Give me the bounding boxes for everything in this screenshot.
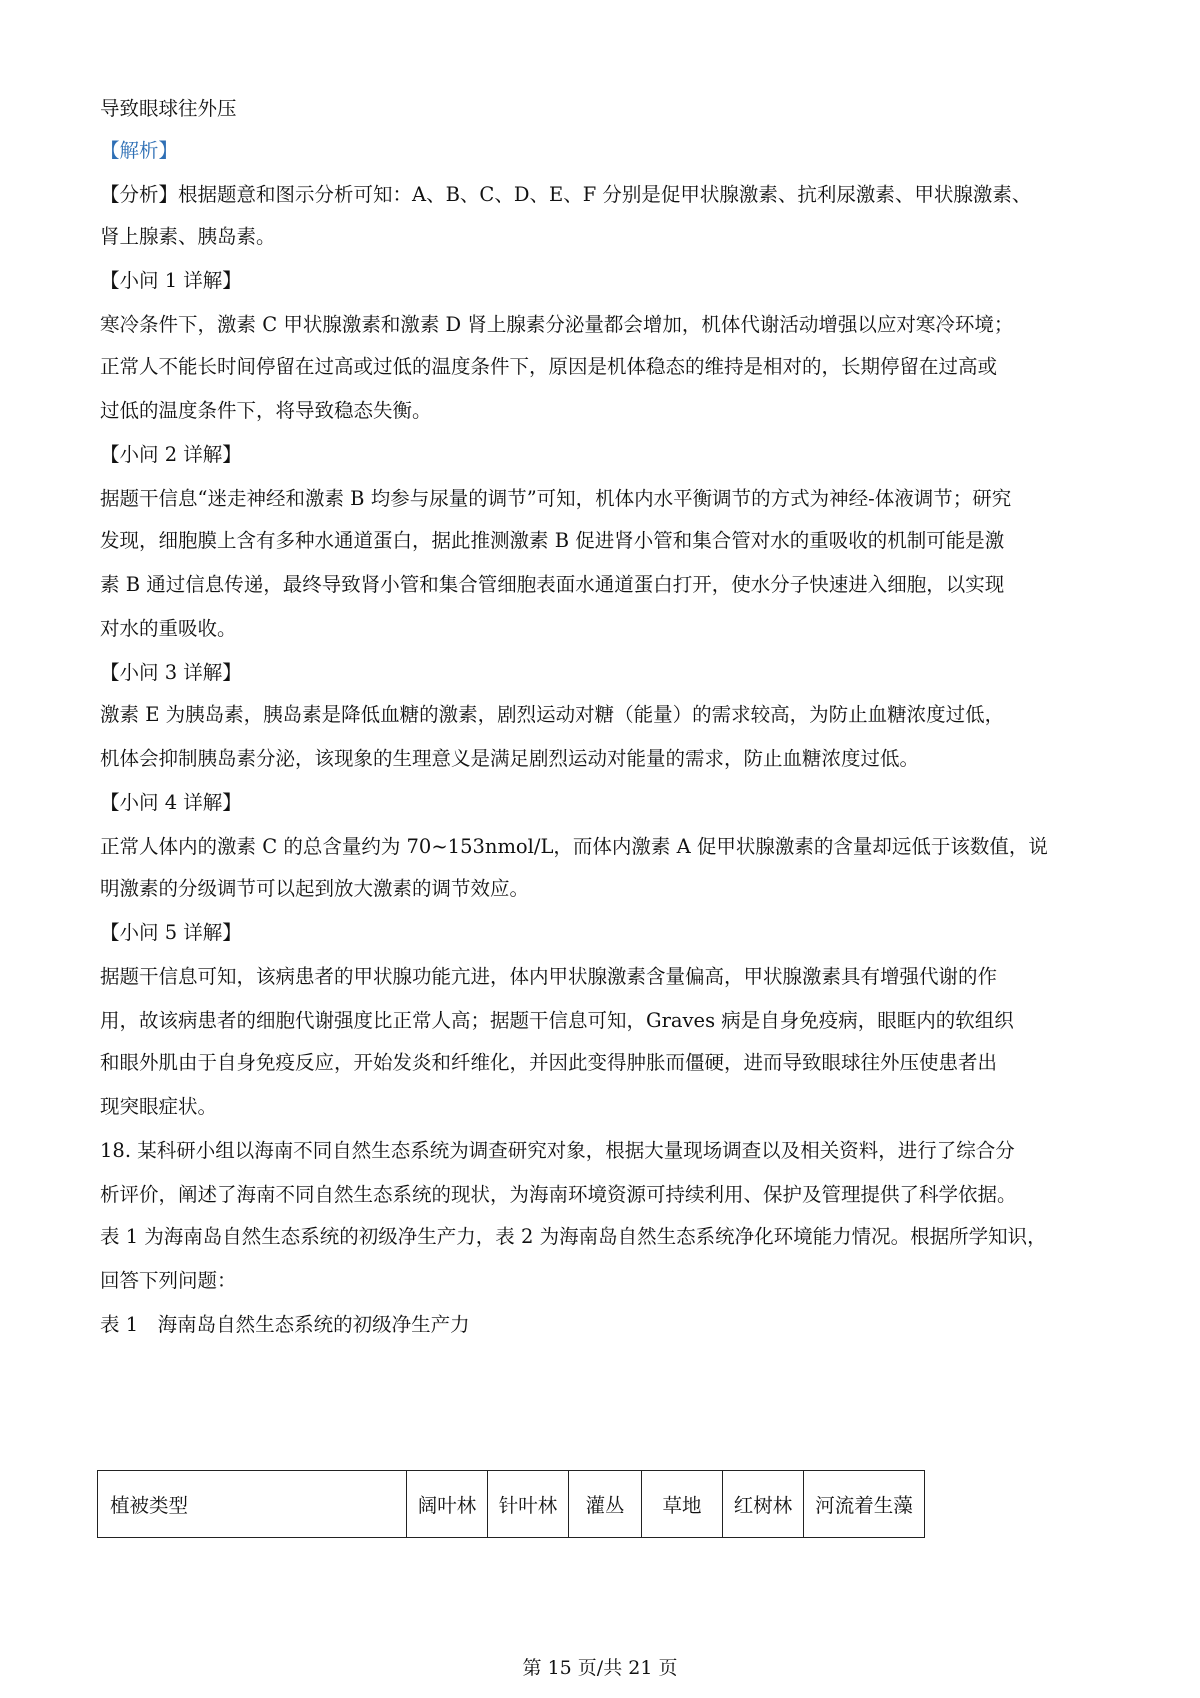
text-line: 过低的温度条件下，将导致稳态失衡。 (100, 399, 432, 422)
subheading: 【小问 1 详解】 (100, 269, 242, 292)
productivity-table (97, 1470, 925, 1538)
subheading: 【小问 3 详解】 (100, 661, 242, 684)
subheading: 【小问 5 详解】 (100, 921, 242, 944)
table-caption: 表 1 海南岛自然生态系统的初级净生产力 (100, 1313, 470, 1336)
subheading: 【小问 4 详解】 (100, 791, 242, 814)
text-line: 正常人不能长时间停留在过高或过低的温度条件下，原因是机体稳态的维持是相对的，长期停留在过高或 (100, 355, 998, 378)
text-line: 据题干信息“迷走神经和激素 B 均参与尿量的调节”可知，机体内水平衡调节的方式为神经-体液调节；研究 (100, 487, 1012, 510)
question-text: 回答下列问题： (100, 1269, 237, 1292)
page-footer: 第 15 页/共 21 页 (522, 1657, 678, 1679)
text-line: 发现，细胞膜上含有多种水通道蛋白，据此推测激素 B 促进肾小管和集合管对水的重吸收的机制可能是激 (100, 529, 1005, 552)
table-header-cell: 红树林 (723, 1471, 804, 1538)
text-line: 对水的重吸收。 (100, 617, 237, 640)
text-line: 激素 E 为胰岛素，胰岛素是降低血糖的激素，剧烈运动对糖（能量）的需求较高，为防止血糖浓度过低， (100, 703, 1005, 726)
table-header-cell: 河流着生藻 (804, 1471, 925, 1538)
table-header-cell: 阔叶林 (407, 1471, 488, 1538)
text-line: 【分析】根据题意和图示分析可知：A、B、C、D、E、F 分别是促甲状腺激素、抗利尿激素、甲状腺激素、 (100, 183, 1032, 206)
text-line: 导致眼球往外压 (100, 97, 237, 120)
table-header-cell: 草地 (642, 1471, 723, 1538)
text-line: 机体会抑制胰岛素分泌，该现象的生理意义是满足剧烈运动对能量的需求，防止血糖浓度过低。 (100, 747, 920, 770)
subheading: 【小问 2 详解】 (100, 443, 242, 466)
text-line: 明激素的分级调节可以起到放大激素的调节效应。 (100, 877, 530, 900)
table-header-cell: 针叶林 (488, 1471, 569, 1538)
text-line: 用，故该病患者的细胞代谢强度比正常人高；据题干信息可知，Graves 病是自身免疫病，眼眶内的软组织 (100, 1009, 1014, 1032)
text-line: 现突眼症状。 (100, 1095, 218, 1118)
table-header-cell: 灌丛 (569, 1471, 642, 1538)
question-text: 析评价，阐述了海南不同自然生态系统的现状，为海南环境资源可持续利用、保护及管理提供了科学依据。 (100, 1183, 1017, 1206)
text-line: 素 B 通过信息传递，最终导致肾小管和集合管细胞表面水通道蛋白打开，使水分子快速进入细胞，以实现 (100, 573, 1005, 596)
section-heading-analysis: 【解析】 (100, 139, 179, 162)
text-line: 据题干信息可知，该病患者的甲状腺功能亢进，体内甲状腺激素含量偏高，甲状腺激素具有增强代谢的作 (100, 965, 998, 988)
text-line: 正常人体内的激素 C 的总含量约为 70~153nmol/L，而体内激素 A 促甲状腺激素的含量却远低于该数值，说 (100, 835, 1048, 858)
table-header-cell: 植被类型 (98, 1471, 407, 1538)
text-line: 寒冷条件下，激素 C 甲状腺激素和激素 D 肾上腺素分泌量都会增加，机体代谢活动增强以应对寒冷环境； (100, 313, 1014, 336)
table-row (98, 1471, 925, 1538)
question-text: 表 1 为海南岛自然生态系统的初级净生产力，表 2 为海南岛自然生态系统净化环境能力情况。根据所学知识， (100, 1225, 1047, 1248)
text-line: 肾上腺素、胰岛素。 (100, 225, 276, 248)
text-line: 和眼外肌由于自身免疫反应，开始发炎和纤维化，并因此变得肿胀而僵硬，进而导致眼球往外压使患者出 (100, 1051, 998, 1074)
question-text: 18. 某科研小组以海南不同自然生态系统为调查研究对象，根据大量现场调查以及相关资料，进行了综合分 (100, 1139, 1015, 1162)
